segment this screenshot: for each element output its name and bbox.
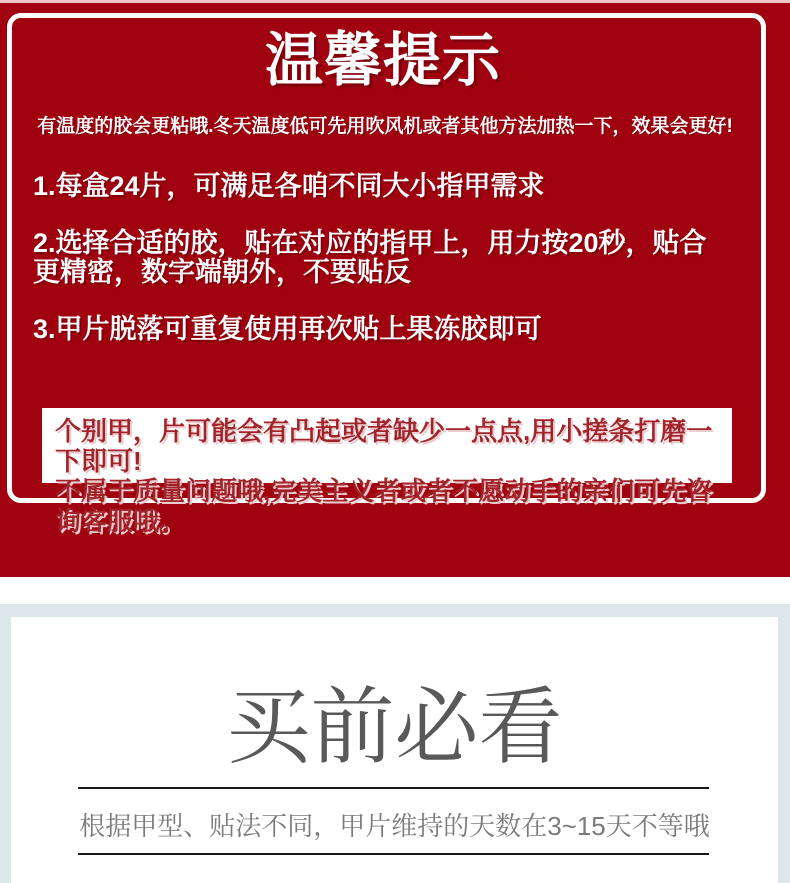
- warm-tips-title: 温馨提示: [264, 28, 501, 93]
- before-buy-title: 买前必看: [226, 680, 563, 774]
- before-buy-panel: [11, 617, 778, 883]
- tip-item-3: 3.甲片脱落可重复使用再次贴上果冻胶即可: [33, 314, 542, 344]
- tip-item-2: 2.选择合适的胶，贴在对应的指甲上，用力按20秒，贴合更精密，数字端朝外，不要贴反: [33, 228, 707, 287]
- notice-line-2: 不属于质量问题哦,完美主义者或者不愿动手的亲们可先咨询客服哦。: [55, 476, 713, 536]
- notice-line-1: 个别甲，片可能会有凸起或者缺少一点点,用小搓条打磨一下即可!: [55, 416, 713, 476]
- divider-top: [78, 787, 709, 789]
- quality-notice-box: [42, 408, 732, 536]
- divider-bottom: [78, 853, 709, 855]
- before-buy-note: 根据甲型、贴法不同，甲片维持的天数在3~15天不等哦: [79, 811, 710, 841]
- tip-item-1: 1.每盒24片，可满足各咱不同大小指甲需求: [33, 171, 545, 201]
- warm-tips-subtitle: 有温度的胶会更粘哦.冬天温度低可先用吹风机或者其他方法加热一下，效果会更好!: [37, 116, 733, 137]
- top-pink-strip: [0, 0, 790, 3]
- before-buy-section: [0, 604, 790, 883]
